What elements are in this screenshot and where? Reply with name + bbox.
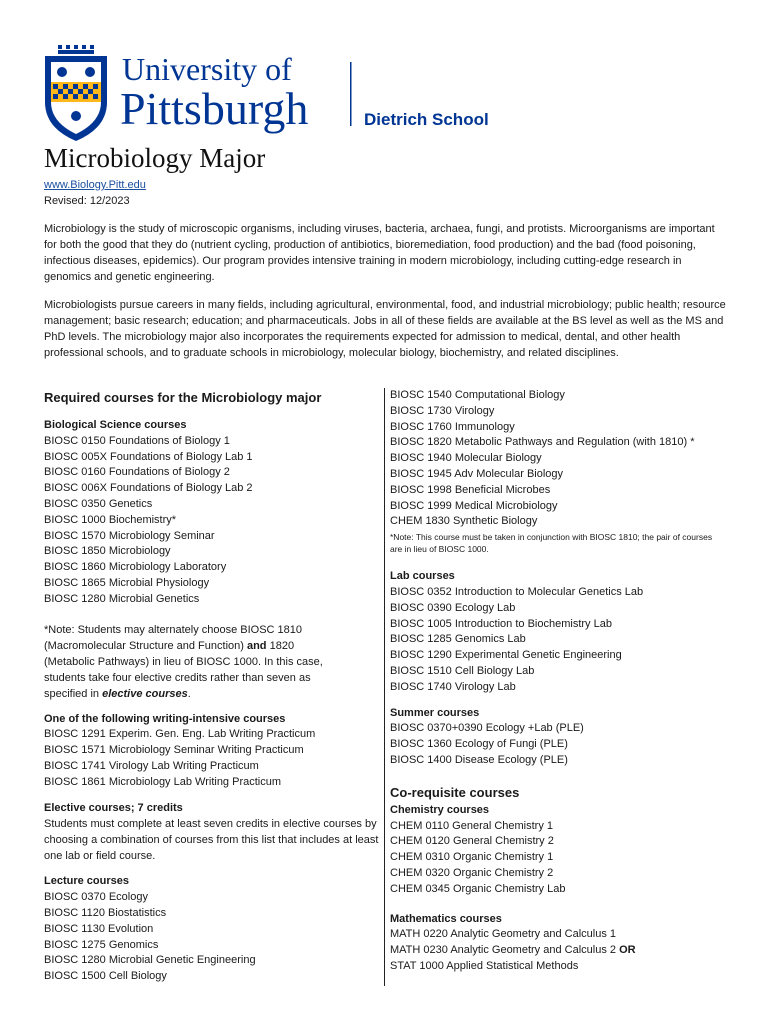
list-item: BIOSC 1400 Disease Ecology (PLE) [390, 753, 568, 766]
chem-section-title: Chemistry courses [390, 803, 490, 816]
list-item: CHEM 0120 General Chemistry 2 [390, 835, 554, 848]
lecture-course-list [44, 890, 384, 985]
list-item: BIOSC 1571 Microbiology Seminar Writing Practicum [44, 744, 304, 757]
list-item: BIOSC 1120 Biostatistics [44, 906, 167, 919]
list-item: BIOSC 1285 Genomics Lab [390, 633, 526, 646]
list-item: BIOSC 1865 Microbial Physiology [44, 576, 210, 589]
logo-text-line2: Pittsburgh [120, 83, 309, 134]
right-column [390, 388, 730, 975]
website-link[interactable]: www.Biology.Pitt.edu [44, 179, 146, 191]
list-item: BIOSC 0370+0390 Ecology +Lab (PLE) [390, 722, 584, 735]
math-section-title: Mathematics courses [390, 912, 502, 925]
list-item: BIOSC 0150 Foundations of Biology 1 [44, 434, 230, 447]
list-item: BIOSC 1940 Molecular Biology [390, 452, 542, 465]
bio-section-title: Biological Science courses [44, 419, 187, 431]
list-item: BIOSC 1999 Medical Microbiology [390, 499, 558, 512]
elective-section-title: Elective courses; 7 credits [44, 801, 183, 814]
required-courses-heading: Required courses for the Microbiology major [44, 390, 322, 405]
list-item: BIOSC 1998 Beneficial Microbes [390, 483, 551, 496]
logo-text-line1: University of [122, 51, 292, 87]
list-item: BIOSC 1130 Evolution [44, 922, 154, 935]
lecture-continued-list [390, 388, 730, 530]
list-item: CHEM 0345 Organic Chemistry Lab [390, 882, 566, 895]
summer-course-list [390, 721, 730, 768]
list-item: MATH 0220 Analytic Geometry and Calculus 1 [390, 928, 617, 941]
list-item: BIOSC 1945 Adv Molecular Biology [390, 467, 564, 480]
list-item: BIOSC 0350 Genetics [44, 497, 153, 510]
crown-icon [58, 45, 94, 54]
intro-paragraph-2: Microbiologists pursue careers in many fields, including agricultural, environmental, food, and industrial microbiology; public health; resource management; basic research; education; and pharmaceuticals. Jobs in all of these fields are available at the BS level as well as the MS and PhD levels. The microbiology major also incorporates the requirements expected for admission to medical, dental, and other health professional schools, and to graduate schools in microbiology, molecular biology, biochemistry, and related disciplines. [44, 299, 726, 359]
list-item: BIOSC 1741 Virology Lab Writing Practicum [44, 759, 259, 772]
writing-course-list [44, 727, 384, 790]
biochem-note: *Note: Students may alternately choose BIOSC 1810 (Macromolecular Structure and Function) and 1820 (Metabolic Pathways) in lieu of BIOSC 1000. In this case, students take four elective credits rather than seven as specified in elective courses. [44, 623, 323, 700]
list-item: BIOSC 1540 Computational Biology [390, 389, 565, 401]
list-item: CHEM 0110 General Chemistry 1 [390, 819, 554, 832]
revised-date: Revised: 12/2023 [44, 195, 130, 207]
list-item: BIOSC 1740 Virology Lab [390, 680, 516, 693]
list-item: BIOSC 1850 Microbiology [44, 545, 171, 558]
list-item: BIOSC 1280 Microbial Genetic Engineering [44, 954, 256, 967]
summer-section-title: Summer courses [390, 706, 480, 719]
list-item: STAT 1000 Applied Statistical Methods [390, 959, 579, 972]
list-item: BIOSC 005X Foundations of Biology Lab 1 [44, 450, 253, 463]
list-item: BIOSC 1500 Cell Biology [44, 970, 167, 983]
corequisite-heading: Co-requisite courses [390, 784, 520, 800]
list-item: BIOSC 1275 Genomics [44, 938, 159, 951]
left-column [44, 388, 384, 985]
list-item: BIOSC 0370 Ecology [44, 891, 148, 904]
list-item: BIOSC 1820 Metabolic Pathways and Regulation (with 1810) * [390, 436, 695, 449]
writing-section-title: One of the following writing-intensive courses [44, 712, 286, 725]
list-item: BIOSC 0390 Ecology Lab [390, 601, 516, 614]
list-item: BIOSC 1510 Cell Biology Lab [390, 664, 535, 677]
list-item: BIOSC 1360 Ecology of Fungi (PLE) [390, 738, 568, 751]
chem-course-list [390, 819, 730, 898]
list-item: BIOSC 006X Foundations of Biology Lab 2 [44, 482, 253, 495]
list-item: BIOSC 0160 Foundations of Biology 2 [44, 466, 230, 479]
intro-paragraph-1: Microbiology is the study of microscopic organisms, including viruses, bacteria, archaea, fungi, and protists. Microorganisms are important for both the good that they do (nutrient cycling, production of antibiotics, bioremediation, food production) and the bad (food poisoning, infectious diseases, epidemics). Our program provides intensive training in modern microbiology, including cutting-edge research in genomics and genetic engineering. [44, 223, 715, 283]
lab-section-title: Lab courses [390, 570, 455, 583]
list-item: BIOSC 1005 Introduction to Biochemistry Lab [390, 617, 612, 630]
lecture-section-title: Lecture courses [44, 875, 129, 888]
lab-course-list [390, 585, 730, 696]
school-name: Dietrich School [364, 110, 489, 129]
list-item: BIOSC 1730 Virology [390, 404, 495, 417]
list-item: BIOSC 1291 Experim. Gen. Eng. Lab Writing Practicum [44, 728, 316, 741]
list-item: CHEM 1830 Synthetic Biology [390, 515, 538, 528]
list-item: BIOSC 1290 Experimental Genetic Engineering [390, 649, 622, 662]
math-course-list [390, 927, 730, 974]
university-logo [44, 44, 494, 144]
list-item: BIOSC 1000 Biochemistry* [44, 513, 177, 526]
small-note: *Note: This course must be taken in conjunction with BIOSC 1810; the pair of courses are in lieu of BIOSC 1000. [390, 532, 713, 554]
page-title: Microbiology Major [44, 143, 266, 173]
bio-course-list [44, 434, 384, 608]
list-item: BIOSC 1280 Microbial Genetics [44, 592, 200, 605]
list-item: MATH 0230 Analytic Geometry and Calculus 2 OR [390, 944, 636, 957]
list-item: BIOSC 0352 Introduction to Molecular Genetics Lab [390, 585, 644, 598]
list-item: BIOSC 1760 Immunology [390, 420, 515, 433]
shield-icon [45, 56, 107, 141]
list-item: BIOSC 1861 Microbiology Lab Writing Practicum [44, 775, 282, 788]
list-item: CHEM 0310 Organic Chemistry 1 [390, 851, 554, 864]
list-item: BIOSC 1860 Microbiology Laboratory [44, 561, 227, 574]
list-item: BIOSC 1570 Microbiology Seminar [44, 529, 215, 542]
elective-description: Students must complete at least seven credits in elective courses by choosing a combination of courses from this list that includes at least one lab or field course. [44, 818, 379, 863]
list-item: CHEM 0320 Organic Chemistry 2 [390, 866, 554, 879]
column-divider [384, 388, 385, 986]
